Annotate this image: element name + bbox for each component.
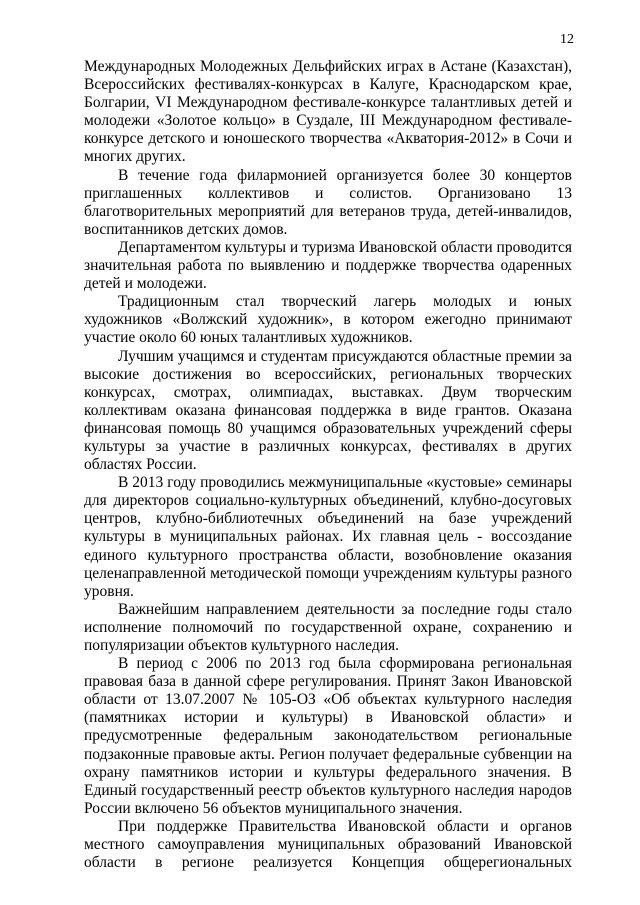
paragraph-regional-awards: Лучшим учащимся и студентам присуждаются областные премии за высокие достижения во всероссийских, региональных творческих конкурсах, смотрах, олимпиадах, выставках. Двум творческим коллективам оказана финансовая поддержка в виде грантов. Оказана финансовая помощь 80 учащимся образовательных учреждений сферы культуры за участие в различных конкурсах, фестивалях в других областях России.: [84, 347, 572, 474]
page-number: 12: [560, 32, 574, 47]
paragraph-gifted-children-support: Департаментом культуры и туризма Ивановской области проводится значительная работа по выявлению и поддержке творчества одаренных детей и молодежи.: [84, 238, 572, 293]
paragraph-legal-framework: В период с 2006 по 2013 год была сформирована региональная правовая база в данной сфере регулирования. Принят Закон Ивановской области от 13.07.2007 № 105-ОЗ «Об объектах культурного наследия (памятниках истории и культуры) в Ивановской области» и предусмотренные федеральным законодательством региональные подзаконные правовые акты. Регион получает федеральные субвенции на охрану памятников истории и культуры федерального значения. В Единый государственный реестр объектов культурного наследия народов России включено 56 объектов муниципального значения.: [84, 655, 572, 817]
paragraph-regional-concept: При поддержке Правительства Ивановской области и органов местного самоуправления муниципальных образований Ивановской области в регионе реализуется Концепция общерегиональных: [84, 817, 572, 872]
paragraph-heritage-protection: Важнейшим направлением деятельности за последние годы стало исполнение полномочий по государственной охране, сохранению и популяризации объектов культурного наследия.: [84, 600, 572, 654]
document-body: [84, 58, 572, 872]
paragraph-philharmonic-concerts: В течение года филармонией организуется более 30 концертов приглашенных коллективов и солистов. Организовано 13 благотворительных мероприятий для ветеранов труда, детей-инвалидов, воспитанников детских домов.: [84, 166, 572, 238]
paragraph-intermunicipal-seminars: В 2013 году проводились межмуниципальные «кустовые» семинары для директоров социально-культурных объединений, клубно-досуговых центров, клубно-библиотечных объединений на базе учреждений культуры в муниципальных районах. Их главная цель - воссоздание единого культурного пространства области, возобновление оказания целенаправленной методической помощи учреждениям культуры разного уровня.: [84, 474, 572, 600]
paragraph-volga-artist-camp: Традиционным стал творческий лагерь молодых и юных художников «Волжский художник», в котором ежегодно принимают участие около 60 юных талантливых художников.: [84, 293, 572, 347]
paragraph-festivals-continuation: Международных Молодежных Дельфийских играх в Астане (Казахстан), Всероссийских фестивалях-конкурсах в Калуге, Краснодарском крае, Болгарии, VI Международном фестивале-конкурсе талантливых детей и молодежи «Золотое кольцо» в Суздале, III Международном фестивале-конкурсе детского и юношеского творчества «Акватория-2012» в Сочи и многих других.: [84, 58, 572, 166]
